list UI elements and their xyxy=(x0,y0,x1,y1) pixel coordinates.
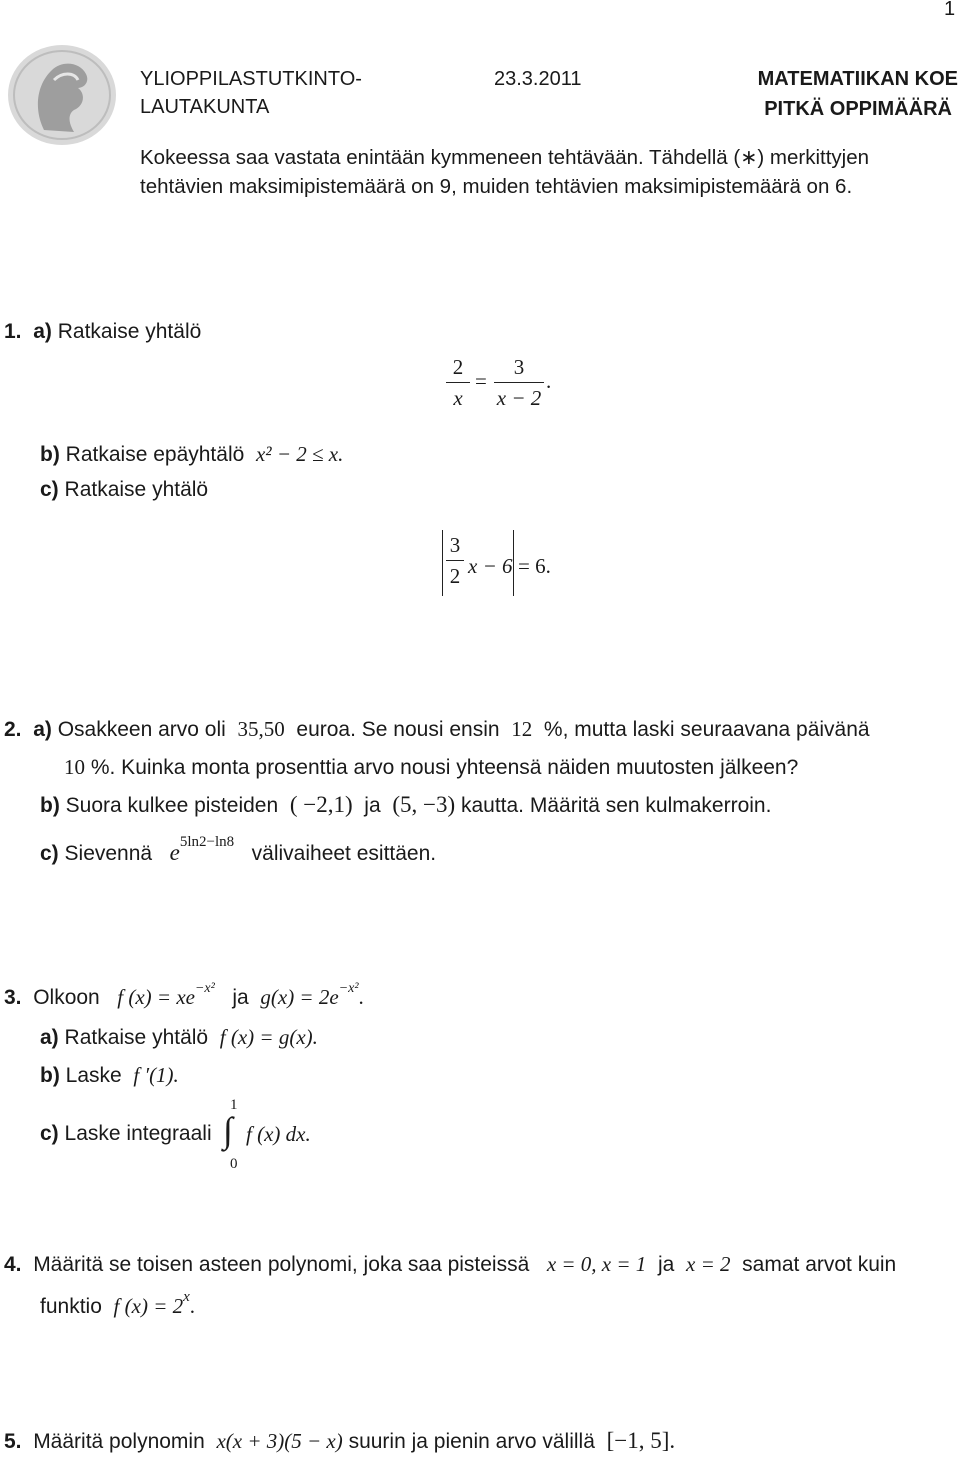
integral-upper-limit: 1 xyxy=(230,1097,238,1113)
part-label: c) xyxy=(40,1122,59,1145)
fraction-3-2 xyxy=(446,532,464,589)
absolute-bar-left xyxy=(442,530,443,596)
text: ja xyxy=(657,1253,675,1276)
problem-4-line2 xyxy=(40,1289,196,1319)
integral-lower-limit: 0 xyxy=(230,1156,238,1172)
integrand: f (x) dx. xyxy=(246,1122,311,1146)
text: Olkoon xyxy=(33,986,100,1009)
denominator: x − 2 xyxy=(496,386,542,410)
problem-2-line1 xyxy=(4,717,870,742)
base-e: e xyxy=(169,840,180,865)
interval: [−1, 5]. xyxy=(606,1428,676,1453)
problem-3-part-b xyxy=(40,1063,179,1088)
text: funktio xyxy=(40,1295,102,1318)
problem-2-part-c xyxy=(40,834,437,866)
point-3: x = 2 xyxy=(686,1252,731,1276)
function-definition: f (x) = 2 xyxy=(113,1294,184,1318)
f-exponent: −x² xyxy=(194,981,215,996)
problem-1-part-b xyxy=(40,442,343,467)
derivative-expression: f ′(1). xyxy=(133,1063,179,1087)
page-number: 1 xyxy=(944,0,956,20)
percent-up: 12 xyxy=(511,717,533,741)
g-exponent: −x² xyxy=(338,981,359,996)
problem-2-line2 xyxy=(64,755,798,780)
text: %, mutta laski seuraavana päivänä xyxy=(543,718,870,741)
org-name-line1: YLIOPPILASTUTKINTO- xyxy=(140,68,362,90)
text: Ratkaise yhtälö xyxy=(64,1026,209,1049)
text: välivaiheet esittäen. xyxy=(251,842,437,865)
text: kautta. Määritä sen kulmakerroin. xyxy=(460,794,772,817)
abs-inner-expression: x − 6 xyxy=(468,554,513,578)
numerator: 3 xyxy=(513,355,525,379)
part-label: a) xyxy=(33,320,52,343)
problem-5 xyxy=(4,1428,675,1454)
problem-number: 4. xyxy=(4,1253,22,1276)
part-label: a) xyxy=(33,718,52,741)
exam-title-line1: MATEMATIIKAN KOE xyxy=(757,68,958,90)
text: samat arvot kuin xyxy=(742,1253,897,1276)
text: Sievennä xyxy=(64,842,153,865)
text: euroa. Se nousi ensin xyxy=(296,718,500,741)
intro-line1: Kokeessa saa vastata enintään kymmeneen tehtävään. Tähdellä (∗) merkittyjen xyxy=(140,146,870,169)
inequality-expression: x² − 2 ≤ x. xyxy=(255,442,344,466)
part-c-text: Ratkaise yhtälö xyxy=(64,478,209,501)
problem-3-part-c xyxy=(40,1122,212,1146)
exam-date: 23.3.2011 xyxy=(494,68,582,90)
part-label: c) xyxy=(40,478,59,501)
problem-3-part-a xyxy=(40,1025,318,1050)
intro-line2: tehtävien maksimipistemäärä on 9, muiden tehtävien maksimipistemäärä on 6. xyxy=(140,175,853,198)
denominator: x xyxy=(453,386,463,410)
text: Määritä se toisen asteen polynomi, joka saa pisteissä xyxy=(33,1253,530,1276)
absolute-bar-right xyxy=(513,530,514,596)
period: . xyxy=(189,1294,196,1318)
part-label: a) xyxy=(40,1026,59,1049)
numerator: 2 xyxy=(452,355,464,379)
text: Osakkeen arvo oli xyxy=(57,718,226,741)
part-a-text: Ratkaise yhtälö xyxy=(57,320,202,343)
f-definition: f (x) = xe xyxy=(117,985,195,1009)
part-b-text: Ratkaise epäyhtälö xyxy=(65,443,245,466)
problem-2-part-b xyxy=(40,792,771,818)
exponent: 5ln2−ln8 xyxy=(179,834,235,850)
point-1: ( −2,1) xyxy=(289,792,353,817)
problem-number: 2. xyxy=(4,718,22,741)
problem-number: 1. xyxy=(4,320,22,343)
price-value: 35,50 xyxy=(237,717,285,741)
text: %. Kuinka monta prosenttia arvo nousi yhteensä näiden muutosten jälkeen? xyxy=(90,756,799,779)
part-label: b) xyxy=(40,1064,60,1087)
text: ja xyxy=(364,794,381,817)
denominator: 2 xyxy=(449,564,461,588)
function-exponent: x xyxy=(183,1289,190,1305)
text: suurin ja pienin arvo välillä xyxy=(348,1430,595,1453)
org-name-line2: LAUTAKUNTA xyxy=(140,96,270,118)
problem-number: 5. xyxy=(4,1430,22,1453)
text: Laske xyxy=(65,1064,122,1087)
equation: f (x) = g(x). xyxy=(219,1025,318,1049)
percent-down: 10 xyxy=(64,755,85,779)
fraction-right xyxy=(494,354,544,411)
period: . xyxy=(546,369,552,393)
problem-3-intro xyxy=(4,981,364,1010)
text: ja xyxy=(232,986,249,1009)
part-label: b) xyxy=(40,794,60,817)
part-label: b) xyxy=(40,443,60,466)
problem-1 xyxy=(4,320,201,344)
integral-sign: ∫ xyxy=(223,1110,233,1150)
period: . xyxy=(358,985,364,1009)
problem-1-part-c xyxy=(40,478,208,502)
equals-sign: = xyxy=(475,369,487,393)
g-definition: g(x) = 2e xyxy=(260,985,339,1009)
text: Suora kulkee pisteiden xyxy=(65,794,279,817)
problem-number: 3. xyxy=(4,986,22,1009)
text: Määritä polynomin xyxy=(33,1430,205,1453)
numerator: 3 xyxy=(449,533,461,557)
text: Laske integraali xyxy=(64,1122,212,1145)
problem-4-line1 xyxy=(4,1252,896,1277)
exam-title-line2: PITKÄ OPPIMÄÄRÄ xyxy=(764,98,952,120)
fraction-left xyxy=(446,354,470,411)
rhs: = 6. xyxy=(518,554,551,578)
part-label: c) xyxy=(40,842,59,865)
exam-board-logo xyxy=(4,40,124,150)
point-2: (5, −3) xyxy=(392,792,456,817)
polynomial-expression: x(x + 3)(5 − x) xyxy=(216,1429,343,1453)
points-expression: x = 0, x = 1 xyxy=(546,1252,647,1276)
